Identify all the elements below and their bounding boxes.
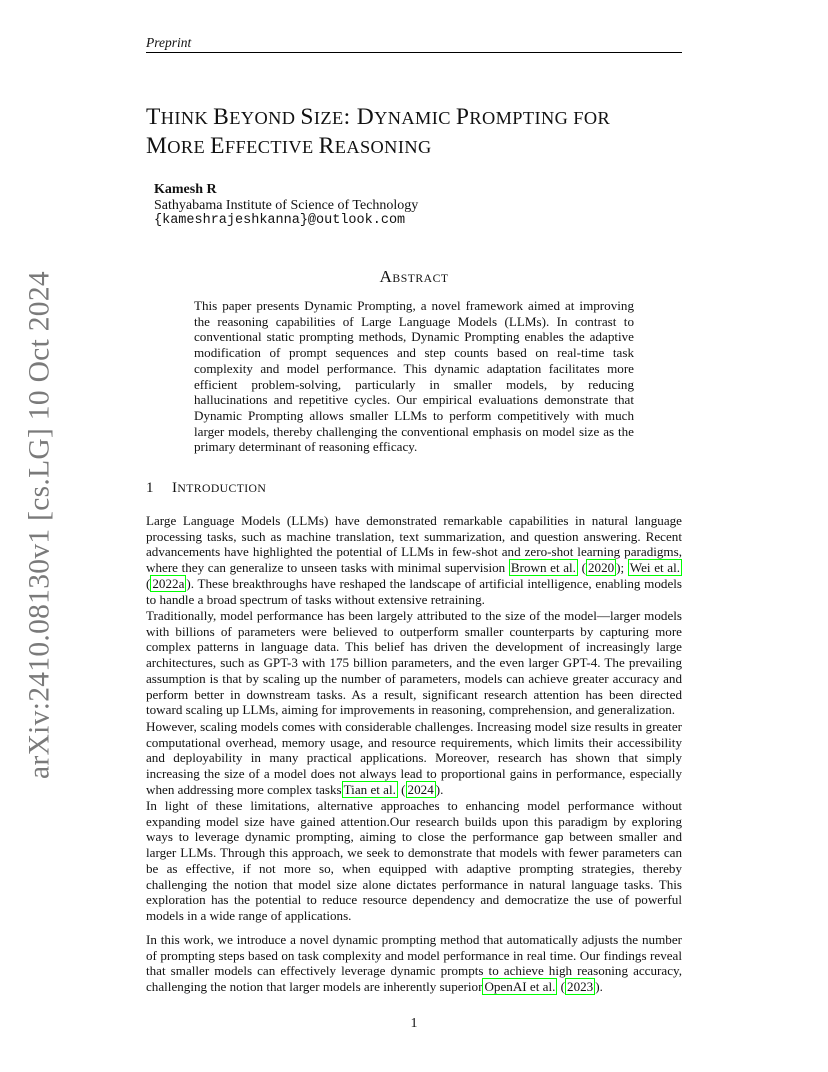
section-number: 1	[146, 480, 154, 496]
title-part: FFECTIVE	[224, 137, 319, 157]
intro-paragraph-5	[146, 932, 682, 995]
author-name: Kamesh R	[154, 182, 217, 197]
header-rule	[146, 52, 682, 53]
paragraph-text: ).	[595, 979, 603, 995]
citation-year-link-wei[interactable]: 2022a	[152, 575, 185, 591]
paragraph-text: In this work, we introduce a novel dynamic prompting method that automatically adjusts the number of prompting steps based on task complexity and model performance in real time. Our findings reveal that smaller models can effectively leverage dynamic prompts to achieve high reasoning accuracy, challenging the notion that larger models are inherently superior	[146, 932, 682, 995]
title-part: HINK	[160, 108, 214, 128]
title-part: S	[300, 104, 314, 130]
title-part: : D	[343, 104, 375, 130]
abstract-body: This paper presents Dynamic Prompting, a novel framework aimed at improving the reasoning capabilities of Large Language Models (LLMs). In contrast to conventional static prompting methods, Dynamic Prompting enables the adaptive modification of prompt sequences and step counts based on real-time task complexity and model performance. This dynamic adaptation facilitates more efficient problem-solving, particularly in smaller models, by reducing hallucinations and repetitive cycles. Our empirical evaluations demonstrate that Dynamic Prompting allows smaller LLMs to perform competitively with much larger models, thereby challenging the conventional emphasis on model size as the primary determinant of reasoning efficacy.	[194, 298, 634, 455]
citation-separator: (	[577, 560, 586, 576]
citation-link-openai[interactable]: OpenAI et al.	[484, 979, 556, 995]
page-number: 1	[410, 1016, 418, 1031]
paragraph-text: ). These breakthroughs have reshaped the landscape of artificial intelligence, enabling models to handle a broad spectrum of tasks without extensive retraining.	[146, 575, 682, 607]
citation-separator: (	[397, 781, 406, 797]
title-part: M	[146, 133, 168, 159]
abstract-heading-rest: BSTRACT	[392, 272, 449, 285]
title-part: YNAMIC	[374, 108, 456, 128]
title-part: IZE	[313, 108, 344, 128]
citation-separator: (	[557, 979, 566, 995]
paper-title	[146, 103, 686, 161]
paragraph-text: );	[616, 560, 628, 576]
running-header-label: Preprint	[146, 35, 192, 50]
citation-year-link-openai[interactable]: 2023	[567, 979, 594, 995]
citation-link-brown[interactable]: Brown et al.	[510, 560, 576, 576]
citation-separator: (	[146, 575, 151, 591]
intro-paragraph-1	[146, 513, 682, 607]
title-part: EASONING	[334, 137, 432, 157]
title-part: E	[210, 133, 225, 159]
abstract-heading: ABSTRACT	[379, 267, 449, 286]
title-part: EYOND	[229, 108, 301, 128]
title-part: P	[455, 104, 470, 130]
title-part: ROMPTING FOR	[469, 108, 611, 128]
intro-paragraph-2: Traditionally, model performance has been largely attributed to the size of the model—larger models with billions of parameters were believed to outperform smaller counterparts by capturing more complex patterns in language data. This belief has driven the development of increasingly large architectures, such as GPT-3 with 175 billion parameters, and the even larger GPT-4. The prevailing assumption is that by scaling up the number of parameters, models can achieve greater accuracy and perform better in downstream tasks. As a result, significant research attention has been directed toward scaling up LLMs, aiming for improvements in reasoning, comprehension, and generalization.	[146, 608, 682, 718]
arxiv-sidebar-stamp: arXiv:2410.08130v1 [cs.LG] 10 Oct 2024	[23, 271, 56, 779]
author-affiliation: Sathyabama Institute of Science of Technology	[154, 198, 419, 213]
citation-year-link-brown[interactable]: 2020	[587, 560, 615, 576]
title-part: B	[213, 104, 230, 130]
paragraph-text: Large Language Models (LLMs) have demonstrated remarkable capabilities in natural language processing tasks, such as machine translation, text summarization, and question answering. Recent advancements have highlighted the potential of LLMs in few-shot and zero-shot learning paradigms, where they can generalize to unseen tasks with minimal supervision	[146, 513, 682, 576]
intro-paragraph-4: In light of these limitations, alternative approaches to enhancing model performance without expanding model size have gained attention.Our research builds upon this paradigm by exploring ways to leverage dynamic prompting, aiming to close the performance gap between smaller and larger LLMs. Through this approach, we seek to demonstrate that models with fewer parameters can be as effective, if not more so, when equipped with adaptive prompting strategies, thereby challenging the notion that model size alone dictates performance in natural language tasks. This exploration has the potential to reduce resource dependency and democratize the use of powerful models in a wide range of applications.	[146, 798, 682, 923]
section-heading-introduction: 1 INTRODUCTION	[146, 480, 267, 496]
section-heading-text: NTRODUCTION	[177, 482, 267, 495]
title-part: ORE	[167, 137, 211, 157]
title-part: R	[318, 133, 335, 159]
paragraph-text: ).	[435, 781, 444, 797]
title-part: T	[146, 104, 161, 130]
citation-link-tian[interactable]: Tian et al.	[343, 781, 396, 797]
author-email[interactable]: {kameshrajeshkanna}@outlook.com	[154, 213, 406, 228]
paragraph-text: However, scaling models comes with considerable challenges. Increasing model size results in greater computational overhead, memory usage, and resource requirements, which limits their accessibility and deployability in many practical applications. Moreover, research has shown that simply increasing the size of a model does not always lead to proportional gains in performance, especially when addressing more complex tasks	[146, 719, 682, 797]
intro-paragraph-3	[146, 719, 682, 798]
citation-year-link-tian[interactable]: 2024	[407, 781, 434, 797]
citation-link-wei[interactable]: Wei et al.	[629, 560, 680, 576]
